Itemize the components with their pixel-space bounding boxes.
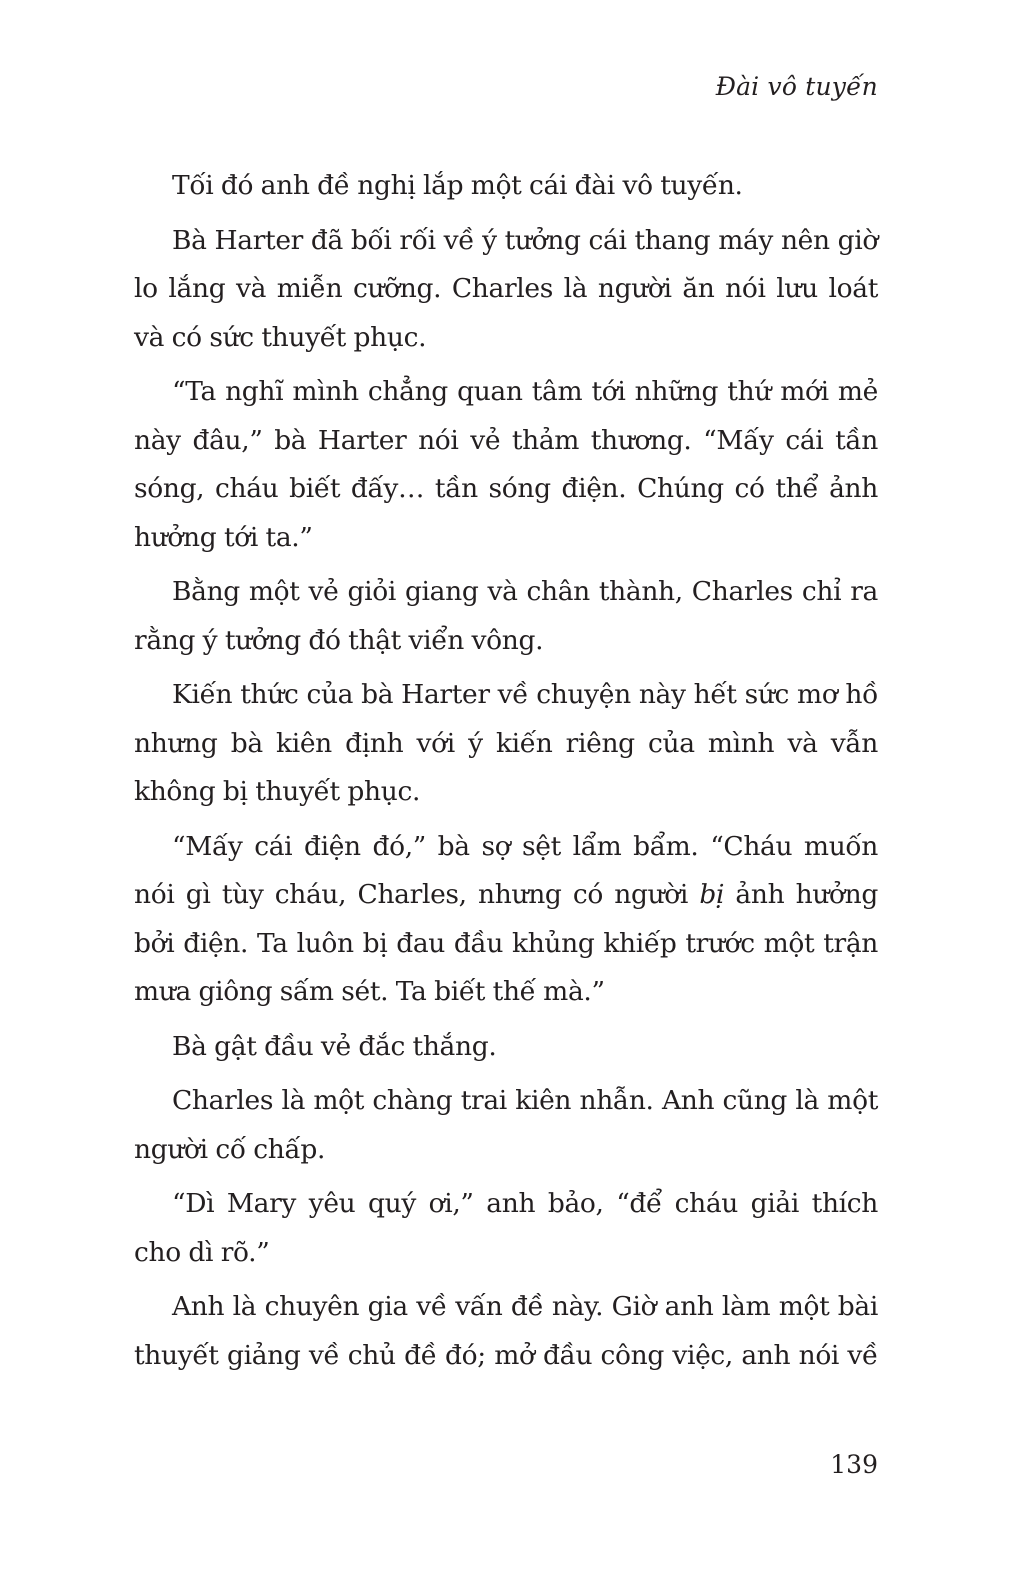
paragraph-text: “Mấy cái điện đó,” bà sợ sệt lẩm bẩm. “Cháu muốn nói gì tùy cháu, Charles, nhưng có người	[134, 830, 878, 910]
paragraph: Anh là chuyên gia về vấn đề này. Giờ anh làm một bài thuyết giảng về chủ đề đó; mở đầu công việc, anh nói về	[134, 1291, 878, 1371]
paragraph: Bằng một vẻ giỏi giang và chân thành, Charles chỉ ra rằng ý tưởng đó thật viển vông.	[134, 576, 878, 656]
paragraph: Tối đó anh đề nghị lắp một cái đài vô tuyến.	[172, 170, 743, 201]
running-head-title: Đài vô tuyến	[715, 72, 878, 101]
emphasis-text: bị	[699, 879, 725, 910]
paragraph: “Dì Mary yêu quý ơi,” anh bảo, “để cháu giải thích cho dì rõ.”	[134, 1188, 878, 1268]
paragraph-text: ảnh hưởng bởi điện. Ta luôn bị đau đầu khủng khiếp trước một trận mưa giông sấm sét. Ta biết thế mà.”	[134, 879, 878, 1007]
paragraph: Bà Harter đã bối rối về ý tưởng cái thang máy nên giờ lo lắng và miễn cưỡng. Charles là người ăn nói lưu loát và có sức thuyết phục.	[134, 224, 878, 353]
paragraph: Charles là một chàng trai kiên nhẫn. Anh cũng là một người cố chấp.	[134, 1085, 878, 1165]
paragraph: “Ta nghĩ mình chẳng quan tâm tới những thứ mới mẻ này đâu,” bà Harter nói vẻ thảm thương. “Mấy cái tần sóng, cháu biết đấy… tần sóng điện. Chúng có thể ảnh hưởng tới ta.”	[134, 376, 878, 553]
paragraph	[134, 823, 878, 1017]
page-number: 139	[830, 1450, 878, 1479]
body-text	[134, 162, 878, 1386]
paragraph: Kiến thức của bà Harter về chuyện này hết sức mơ hồ nhưng bà kiên định với ý kiến riêng của mình và vẫn không bị thuyết phục.	[134, 679, 878, 807]
paragraph: Bà gật đầu vẻ đắc thắng.	[172, 1030, 497, 1062]
